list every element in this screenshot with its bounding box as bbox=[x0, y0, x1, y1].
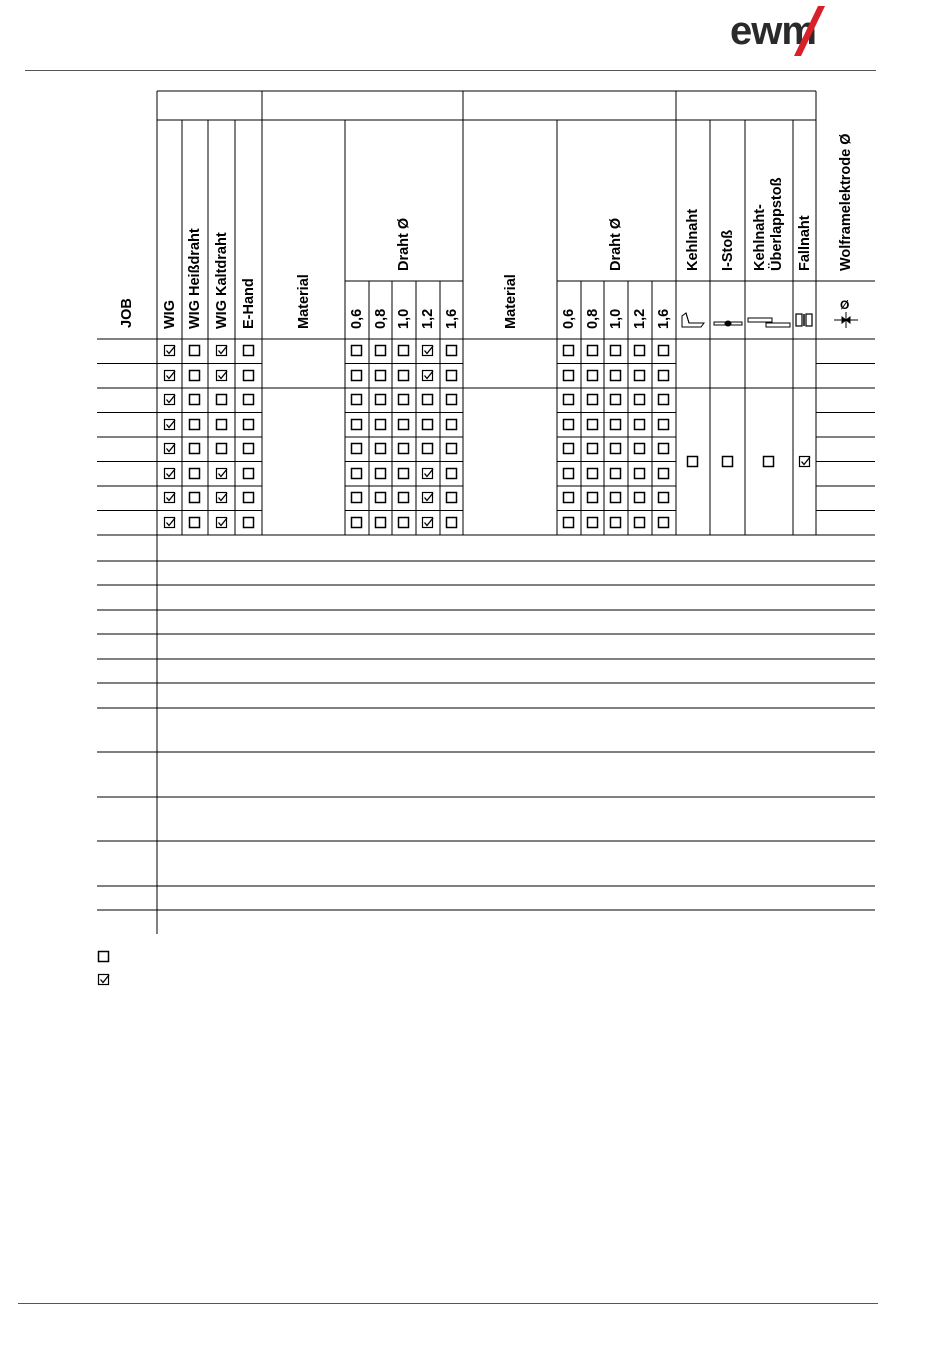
wire2-checkbox-unchecked[interactable] bbox=[609, 393, 623, 407]
wire1-checkbox-unchecked[interactable] bbox=[397, 418, 411, 432]
fillet-weld-icon bbox=[682, 313, 704, 327]
wire1-checkbox-unchecked[interactable] bbox=[374, 467, 388, 481]
wire2-checkbox-unchecked[interactable] bbox=[562, 491, 576, 505]
seam-checkbox-unchecked[interactable] bbox=[721, 455, 735, 469]
wire2-checkbox-unchecked[interactable] bbox=[657, 467, 671, 481]
process-checkbox-unchecked[interactable] bbox=[188, 344, 202, 358]
wire1-checkbox-unchecked[interactable] bbox=[445, 393, 459, 407]
electrode-diameter-symbol: Ø bbox=[840, 298, 850, 312]
wire2-checkbox-unchecked[interactable] bbox=[609, 491, 623, 505]
wire2-checkbox-unchecked[interactable] bbox=[609, 467, 623, 481]
wire1-checkbox-unchecked[interactable] bbox=[374, 491, 388, 505]
wire-size-header: 0,8 bbox=[584, 308, 601, 329]
wire2-checkbox-unchecked[interactable] bbox=[657, 442, 671, 456]
wire1-checkbox-unchecked[interactable] bbox=[374, 369, 388, 383]
seam-checkbox-unchecked[interactable] bbox=[686, 455, 700, 469]
process-checkbox-checked[interactable] bbox=[163, 491, 177, 505]
wire1-checkbox-unchecked[interactable] bbox=[445, 344, 459, 358]
wire2-checkbox-unchecked[interactable] bbox=[657, 418, 671, 432]
seam-checkbox-checked[interactable] bbox=[798, 455, 812, 469]
wire2-checkbox-unchecked[interactable] bbox=[609, 516, 623, 530]
wire2-checkbox-unchecked[interactable] bbox=[609, 369, 623, 383]
process-header-e-hand: E-Hand bbox=[240, 278, 257, 329]
wire1-checkbox-unchecked[interactable] bbox=[350, 393, 364, 407]
process-header-wig: WIG bbox=[161, 300, 178, 329]
seam-header-kehlnaht-ueberlapp-line1: Kehlnaht- bbox=[752, 204, 768, 271]
process-checkbox-unchecked[interactable] bbox=[188, 369, 202, 383]
wire2-checkbox-unchecked[interactable] bbox=[657, 491, 671, 505]
process-checkbox-unchecked[interactable] bbox=[215, 393, 229, 407]
wire1-checkbox-unchecked[interactable] bbox=[350, 418, 364, 432]
wire1-checkbox-unchecked[interactable] bbox=[350, 467, 364, 481]
wire1-checkbox-unchecked[interactable] bbox=[397, 491, 411, 505]
wire2-checkbox-unchecked[interactable] bbox=[609, 344, 623, 358]
wire-size-header: 1,6 bbox=[656, 308, 672, 329]
process-checkbox-unchecked[interactable] bbox=[188, 393, 202, 407]
wire2-checkbox-unchecked[interactable] bbox=[657, 516, 671, 530]
process-checkbox-unchecked[interactable] bbox=[242, 491, 256, 505]
logo-text: ewm bbox=[730, 9, 816, 53]
wire-size-header: 1,2 bbox=[420, 308, 436, 329]
process-checkbox-unchecked[interactable] bbox=[242, 393, 256, 407]
wire1-checkbox-unchecked[interactable] bbox=[374, 344, 388, 358]
process-checkbox-unchecked[interactable] bbox=[242, 418, 256, 432]
process-checkbox-checked[interactable] bbox=[215, 467, 229, 481]
wire2-checkbox-unchecked[interactable] bbox=[609, 418, 623, 432]
wire1-checkbox-unchecked[interactable] bbox=[397, 442, 411, 456]
process-checkbox-checked[interactable] bbox=[215, 369, 229, 383]
process-checkbox-unchecked[interactable] bbox=[242, 467, 256, 481]
wire2-checkbox-unchecked[interactable] bbox=[586, 442, 600, 456]
process-checkbox-checked[interactable] bbox=[163, 393, 177, 407]
wire1-checkbox-unchecked[interactable] bbox=[374, 516, 388, 530]
wire1-checkbox-unchecked[interactable] bbox=[445, 467, 459, 481]
wire1-checkbox-checked[interactable] bbox=[421, 344, 435, 358]
wire1-checkbox-unchecked[interactable] bbox=[397, 516, 411, 530]
process-checkbox-checked[interactable] bbox=[163, 516, 177, 530]
material-header-1: Material bbox=[296, 274, 312, 329]
wire1-checkbox-unchecked[interactable] bbox=[421, 418, 435, 432]
wire2-checkbox-unchecked[interactable] bbox=[562, 369, 576, 383]
wire2-checkbox-unchecked[interactable] bbox=[609, 442, 623, 456]
electrode-header: Wolframelektrode Ø bbox=[838, 133, 854, 271]
butt-joint-icon bbox=[714, 321, 742, 326]
wire2-checkbox-unchecked[interactable] bbox=[562, 344, 576, 358]
wire1-checkbox-unchecked[interactable] bbox=[374, 393, 388, 407]
process-header-wig-kaltdraht: WIG Kaltdraht bbox=[213, 232, 230, 329]
wire2-checkbox-unchecked[interactable] bbox=[586, 418, 600, 432]
wire2-checkbox-unchecked[interactable] bbox=[586, 516, 600, 530]
wire2-checkbox-unchecked[interactable] bbox=[633, 393, 647, 407]
process-checkbox-unchecked[interactable] bbox=[242, 516, 256, 530]
process-header-wig-heissdraht: WIG Heißdraht bbox=[187, 228, 203, 329]
process-checkbox-checked[interactable] bbox=[163, 369, 177, 383]
wire1-checkbox-unchecked[interactable] bbox=[445, 516, 459, 530]
wire1-checkbox-unchecked[interactable] bbox=[397, 393, 411, 407]
process-checkbox-checked[interactable] bbox=[163, 442, 177, 456]
vertical-down-icon bbox=[796, 314, 812, 326]
wire1-checkbox-unchecked[interactable] bbox=[445, 442, 459, 456]
process-checkbox-checked[interactable] bbox=[215, 516, 229, 530]
wire1-checkbox-unchecked[interactable] bbox=[350, 442, 364, 456]
process-checkbox-unchecked[interactable] bbox=[242, 442, 256, 456]
wire2-checkbox-unchecked[interactable] bbox=[586, 491, 600, 505]
process-checkbox-checked[interactable] bbox=[163, 344, 177, 358]
job-column-header: JOB bbox=[119, 298, 135, 328]
wire-size-header: 1,2 bbox=[632, 308, 648, 329]
wire-size-header: 1,0 bbox=[608, 308, 624, 329]
wire2-checkbox-unchecked[interactable] bbox=[586, 369, 600, 383]
wire1-checkbox-unchecked[interactable] bbox=[421, 393, 435, 407]
wire2-checkbox-unchecked[interactable] bbox=[562, 418, 576, 432]
wire2-checkbox-unchecked[interactable] bbox=[633, 344, 647, 358]
material-header-2: Material bbox=[503, 274, 519, 329]
wire2-checkbox-unchecked[interactable] bbox=[586, 344, 600, 358]
legend-checked-symbol bbox=[97, 973, 111, 987]
lap-joint-icon bbox=[748, 318, 790, 327]
wire1-checkbox-checked[interactable] bbox=[421, 491, 435, 505]
electrode-diameter-icon bbox=[834, 312, 858, 328]
wire2-checkbox-unchecked[interactable] bbox=[657, 393, 671, 407]
wire1-checkbox-unchecked[interactable] bbox=[421, 442, 435, 456]
process-checkbox-unchecked[interactable] bbox=[188, 442, 202, 456]
process-checkbox-checked[interactable] bbox=[163, 418, 177, 432]
wire1-checkbox-checked[interactable] bbox=[421, 467, 435, 481]
seam-header-fallnaht: Fallnaht bbox=[797, 215, 813, 271]
wire2-checkbox-unchecked[interactable] bbox=[562, 467, 576, 481]
wire2-checkbox-unchecked[interactable] bbox=[562, 516, 576, 530]
wire-size-header: 0,6 bbox=[561, 308, 577, 329]
wire2-checkbox-unchecked[interactable] bbox=[562, 393, 576, 407]
process-checkbox-checked[interactable] bbox=[215, 491, 229, 505]
wire-diameter-header-1: Draht Ø bbox=[396, 217, 412, 271]
process-checkbox-unchecked[interactable] bbox=[188, 516, 202, 530]
wire-size-header: 1,6 bbox=[443, 308, 460, 329]
wire2-checkbox-unchecked[interactable] bbox=[586, 393, 600, 407]
wire2-checkbox-unchecked[interactable] bbox=[657, 369, 671, 383]
process-checkbox-unchecked[interactable] bbox=[215, 442, 229, 456]
wire-size-header: 1,0 bbox=[396, 308, 412, 329]
process-checkbox-checked[interactable] bbox=[215, 344, 229, 358]
seam-header-i-stoss: I-Stoß bbox=[720, 229, 736, 271]
wire1-checkbox-unchecked[interactable] bbox=[350, 369, 364, 383]
wire-size-header: 0,6 bbox=[349, 308, 365, 329]
wire1-checkbox-unchecked[interactable] bbox=[445, 491, 459, 505]
process-checkbox-unchecked[interactable] bbox=[188, 418, 202, 432]
process-checkbox-checked[interactable] bbox=[163, 467, 177, 481]
wire2-checkbox-unchecked[interactable] bbox=[633, 516, 647, 530]
wire1-checkbox-checked[interactable] bbox=[421, 369, 435, 383]
wire1-checkbox-unchecked[interactable] bbox=[374, 418, 388, 432]
wire1-checkbox-unchecked[interactable] bbox=[397, 369, 411, 383]
wire1-checkbox-unchecked[interactable] bbox=[397, 344, 411, 358]
process-checkbox-unchecked[interactable] bbox=[215, 418, 229, 432]
seam-header-kehlnaht-ueberlapp-line2: Überlappstoß bbox=[769, 177, 785, 271]
wire-diameter-header-2: Draht Ø bbox=[608, 217, 624, 271]
header-rule bbox=[25, 70, 876, 71]
process-checkbox-unchecked[interactable] bbox=[242, 369, 256, 383]
wire2-checkbox-unchecked[interactable] bbox=[633, 369, 647, 383]
wire1-checkbox-unchecked[interactable] bbox=[445, 418, 459, 432]
wire1-checkbox-unchecked[interactable] bbox=[350, 516, 364, 530]
wire2-checkbox-unchecked[interactable] bbox=[586, 467, 600, 481]
seam-checkbox-unchecked[interactable] bbox=[762, 455, 776, 469]
footer-rule bbox=[18, 1303, 878, 1304]
wire1-checkbox-unchecked[interactable] bbox=[374, 442, 388, 456]
process-checkbox-unchecked[interactable] bbox=[188, 491, 202, 505]
wire2-checkbox-unchecked[interactable] bbox=[562, 442, 576, 456]
wire2-checkbox-unchecked[interactable] bbox=[633, 442, 647, 456]
process-checkbox-unchecked[interactable] bbox=[188, 467, 202, 481]
wire2-checkbox-unchecked[interactable] bbox=[657, 344, 671, 358]
wire2-checkbox-unchecked[interactable] bbox=[633, 467, 647, 481]
ewm-logo bbox=[728, 2, 860, 64]
wire1-checkbox-unchecked[interactable] bbox=[397, 467, 411, 481]
legend-unchecked-symbol bbox=[97, 950, 111, 964]
wire1-checkbox-checked[interactable] bbox=[421, 516, 435, 530]
wire2-checkbox-unchecked[interactable] bbox=[633, 491, 647, 505]
wire-size-header: 0,8 bbox=[372, 308, 389, 329]
wire1-checkbox-unchecked[interactable] bbox=[350, 491, 364, 505]
wire1-checkbox-unchecked[interactable] bbox=[350, 344, 364, 358]
process-checkbox-unchecked[interactable] bbox=[242, 344, 256, 358]
wire2-checkbox-unchecked[interactable] bbox=[633, 418, 647, 432]
wire1-checkbox-unchecked[interactable] bbox=[445, 369, 459, 383]
seam-header-kehlnaht: Kehlnaht bbox=[685, 208, 701, 271]
